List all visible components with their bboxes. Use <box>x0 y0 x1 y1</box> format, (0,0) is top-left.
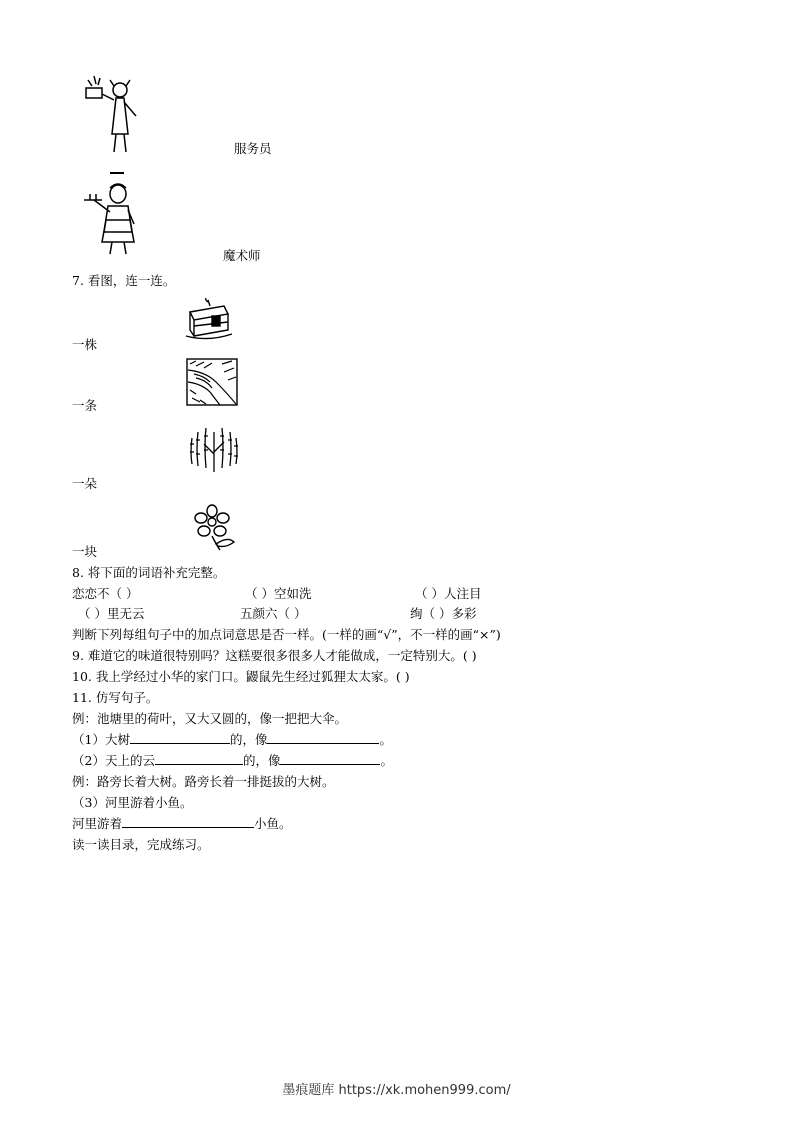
q11-blank-3[interactable] <box>122 815 254 828</box>
q11-blank-1a[interactable] <box>130 731 230 744</box>
q11-item-3-fill-end: 小鱼。 <box>254 816 292 831</box>
flower-picture[interactable] <box>190 504 240 552</box>
q11-item-3: （3）河里游着小鱼。 <box>72 795 193 810</box>
q11-item-1-mid: 的，像 <box>229 732 268 747</box>
q11-example-2: 例：路旁长着大树。路旁长着一排挺拔的大树。 <box>72 774 335 789</box>
q8-title: 8. 将下面的词语补充完整。 <box>72 565 226 580</box>
cake-icon <box>184 298 234 342</box>
q11-blank-2b[interactable] <box>280 752 380 765</box>
q9-text[interactable]: 9. 难道它的味道很特别吗？这糕要很多很多人才能做成，一定特别大。( ) <box>72 648 477 663</box>
waiter-icon <box>80 180 144 256</box>
measure-word-2[interactable]: 一条 <box>72 398 98 413</box>
q11-item-3-fill-start: 河里游着 <box>72 816 123 831</box>
picture-label-1: 服务员 <box>234 141 272 156</box>
q11-item-1-end: 。 <box>379 732 392 747</box>
q11-title: 11. 仿写句子。 <box>72 690 159 705</box>
dash-mark <box>110 172 124 174</box>
q10-text[interactable]: 10. 我上学经过小华的家门口。鼹鼠先生经过狐狸太太家。( ) <box>72 669 410 684</box>
q11-item-2-mid: 的，像 <box>242 753 281 768</box>
waiter-picture <box>80 180 144 256</box>
q8-item-6[interactable]: 绚（ ）多彩 <box>410 606 477 621</box>
q11-item-2-end: 。 <box>380 753 393 768</box>
q11-item-1 <box>72 730 392 748</box>
measure-word-4[interactable]: 一块 <box>72 544 98 559</box>
magician-picture <box>80 72 150 154</box>
q11-item-1-start: （1）大树 <box>72 732 130 747</box>
river-picture[interactable] <box>186 358 238 406</box>
last-line: 读一读目录，完成练习。 <box>72 837 210 852</box>
q8-item-5[interactable]: 五颜六（ ） <box>240 606 307 621</box>
picture-label-2: 魔术师 <box>223 248 261 263</box>
q8-item-3[interactable]: （ ）人注目 <box>415 586 482 601</box>
q7-title: 7. 看图，连一连。 <box>72 273 176 288</box>
judge-instruction: 判断下列每组句子中的加点词意思是否一样。(一样的画“√”，不一样的画“×”) <box>72 627 501 642</box>
measure-word-1[interactable]: 一株 <box>72 337 98 352</box>
willow-picture[interactable] <box>186 424 242 474</box>
footer-watermark[interactable]: 墨痕题库 https://xk.mohen999.com/ <box>282 1083 511 1098</box>
q8-item-2[interactable]: （ ）空如洗 <box>245 586 312 601</box>
cake-picture[interactable] <box>184 298 234 342</box>
q8-item-4[interactable]: （ ）里无云 <box>78 606 145 621</box>
q11-item-3-fill <box>72 814 292 832</box>
flower-icon <box>190 504 240 552</box>
q11-blank-2a[interactable] <box>155 752 243 765</box>
q8-item-1[interactable]: 恋恋不（ ） <box>72 586 139 601</box>
q11-item-2 <box>72 751 393 769</box>
willow-tree-icon <box>186 424 242 474</box>
river-icon <box>186 358 238 406</box>
q11-example-1: 例：池塘里的荷叶，又大又圆的，像一把把大伞。 <box>72 711 348 726</box>
q11-item-2-start: （2）天上的云 <box>72 753 155 768</box>
q11-blank-1b[interactable] <box>267 731 379 744</box>
measure-word-3[interactable]: 一朵 <box>72 476 98 491</box>
magician-icon <box>80 72 150 154</box>
